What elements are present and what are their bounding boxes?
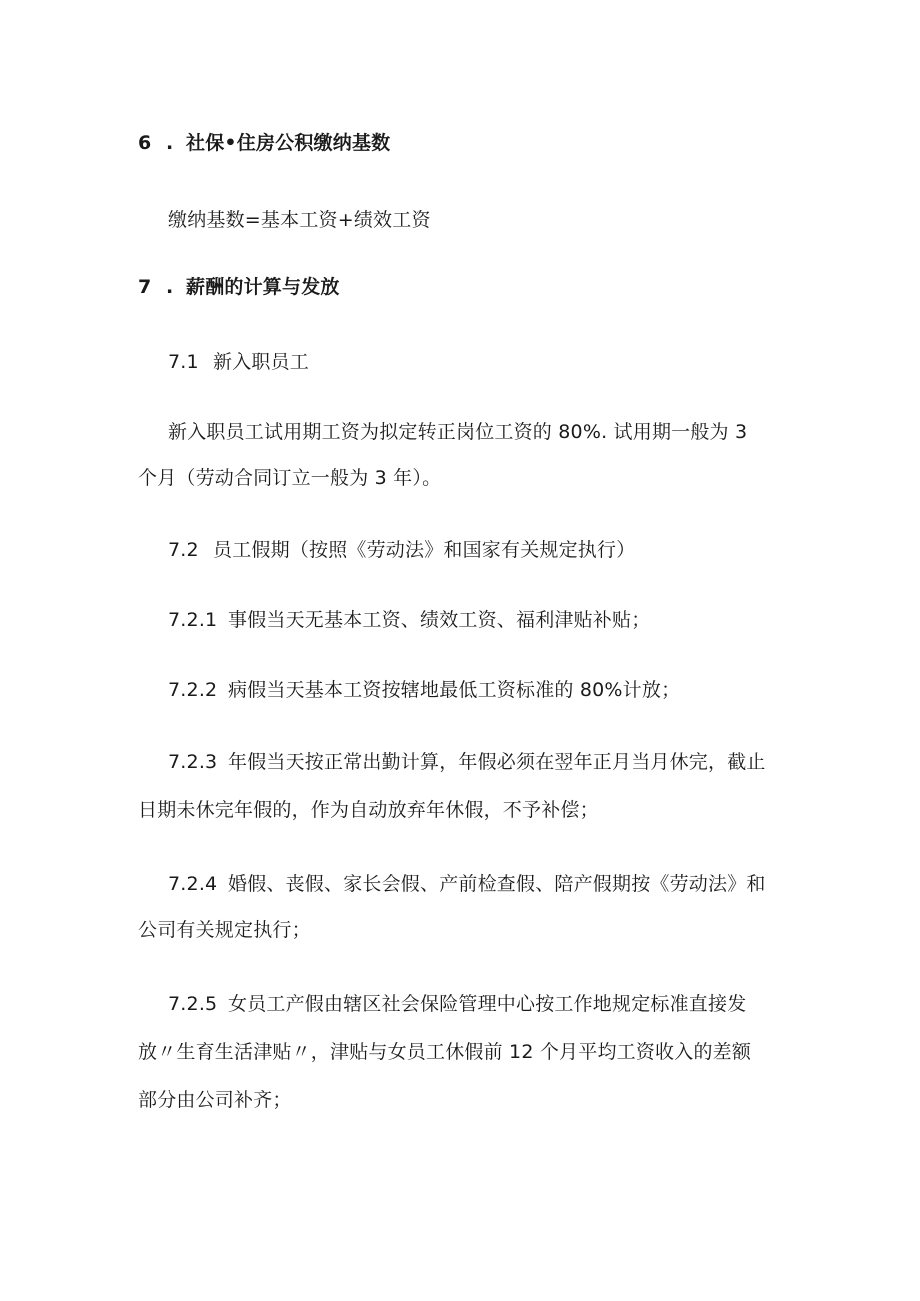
section-title: 薪酬的计算与发放: [186, 276, 340, 298]
section-number: 7.2.4: [168, 873, 218, 895]
section-dot: .: [166, 276, 174, 298]
section-title: 员工假期（按照《劳动法》和国家有关规定执行）: [213, 539, 636, 561]
section-number: 7.2.5: [168, 993, 218, 1015]
section-7-2-1: [168, 608, 650, 632]
section-text: 事假当天无基本工资、绩效工资、福利津贴补贴；: [228, 609, 651, 631]
section-7-2-4-line-2: 公司有关规定执行；: [138, 919, 311, 941]
section-7-2-heading: [168, 538, 635, 562]
section-number: 7.1: [168, 351, 199, 373]
section-7-2-3-line-2: 日期未休完年假的，作为自动放弃年休假，不予补偿；: [138, 799, 599, 821]
section-7-2-4-line-1: [168, 872, 766, 896]
section-number: 7: [138, 276, 152, 298]
section-6-heading: [138, 131, 390, 155]
section-6-body: 缴纳基数=基本工资+绩效工资: [168, 209, 431, 231]
section-title: 新入职员工: [213, 351, 310, 373]
section-title: 社保•住房公积缴纳基数: [186, 132, 391, 154]
section-text: 病假当天基本工资按辖地最低工资标准的 80%计放；: [228, 679, 681, 701]
section-7-heading: [138, 275, 340, 299]
section-7-1-body-line-1: 新入职员工试用期工资为拟定转正岗位工资的 80%. 试用期一般为 3: [168, 421, 748, 443]
section-number: 7.2.1: [168, 609, 218, 631]
section-7-2-2: [168, 678, 680, 702]
section-7-1-heading: [168, 350, 309, 374]
section-number: 6: [138, 132, 152, 154]
section-7-1-body-line-2: 个月（劳动合同订立一般为 3 年）。: [138, 467, 442, 489]
section-7-2-5-line-1: [168, 992, 746, 1016]
section-text: 年假当天按正常出勤计算，年假必须在翌年正月当月休完，截止: [228, 751, 766, 773]
section-text: 女员工产假由辖区社会保险管理中心按工作地规定标准直接发: [228, 993, 747, 1015]
section-number: 7.2.3: [168, 751, 218, 773]
section-dot: .: [166, 132, 174, 154]
section-7-2-5-line-2: 放〃生育生活津贴〃，津贴与女员工休假前 12 个月平均工资收入的差额: [138, 1041, 752, 1063]
section-number: 7.2: [168, 539, 199, 561]
section-7-2-5-line-3: 部分由公司补齐；: [138, 1089, 292, 1111]
section-text: 婚假、丧假、家长会假、产前检查假、陪产假期按《劳动法》和: [228, 873, 766, 895]
section-7-2-3-line-1: [168, 750, 766, 774]
section-number: 7.2.2: [168, 679, 218, 701]
